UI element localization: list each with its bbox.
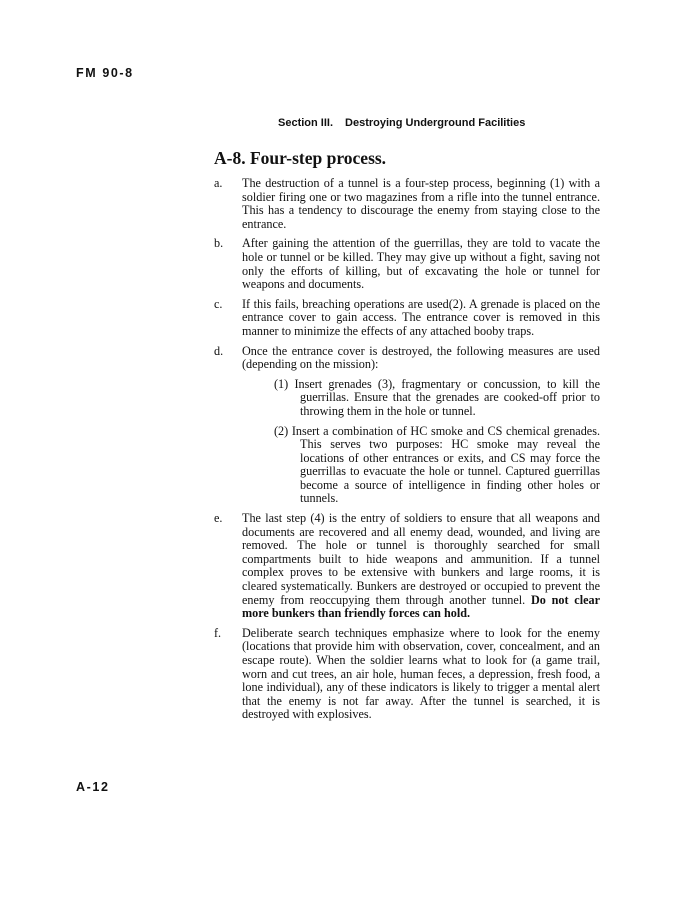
list-item bbox=[212, 177, 600, 231]
sub-item-label: (1) bbox=[274, 376, 289, 391]
list-item bbox=[212, 237, 600, 291]
section-title: Destroying Underground Facilities bbox=[345, 117, 526, 129]
item-text: The last step (4) is the entry of soldiers to ensure that all weapons and documents are recovered and all enemy dead, wounded, and living are removed. The hole or tunnel is thoroughly searched for small compartments built to hide weapons and ammunition. If a tunnel complex proves to be extensive with bunkers and large rooms, it is cleared systematically. Bunkers are destroyed or occupied to prevent the enemy from reoccupying them through another tunnel. bbox=[242, 511, 600, 607]
item-label: d. bbox=[214, 343, 224, 358]
item-label: f. bbox=[214, 625, 222, 640]
list-item bbox=[212, 345, 600, 507]
item-bold-text: Do not clear more bunkers than friendly forces can hold. bbox=[242, 592, 600, 621]
item-text: The destruction of a tunnel is a four-step process, beginning (1) with a soldier firing one or two magazines from a rifle into the tunnel entrance. This has a tendency to discourage the enemy from staying close to the entrance. bbox=[242, 176, 600, 231]
sub-item-text: Insert grenades (3), fragmentary or concussion, to kill the guerrillas. Ensure that the grenades are cooked-off prior to throwing them in the hole or tunnel. bbox=[294, 376, 600, 418]
paragraph-title: A-8. Four-step process. bbox=[214, 148, 387, 168]
item-text: Once the entrance cover is destroyed, the following measures are used (depending on the mission): bbox=[242, 343, 600, 372]
page-body bbox=[212, 177, 600, 728]
item-label: a. bbox=[214, 176, 223, 190]
item-text: If this fails, breaching operations are used(2). A grenade is placed on the entrance cover to gain access. The entrance cover is removed in this manner to minimize the effects of any attached booby traps. bbox=[242, 296, 600, 338]
list-item bbox=[212, 298, 600, 339]
page-number: A-12 bbox=[76, 780, 110, 794]
item-label: c. bbox=[214, 296, 223, 311]
sub-item bbox=[242, 425, 600, 507]
section-number: Section III. bbox=[278, 117, 334, 129]
manual-number: FM 90-8 bbox=[76, 66, 134, 80]
sub-item-label: (2) bbox=[274, 423, 289, 438]
list-item bbox=[212, 627, 600, 722]
section-heading bbox=[278, 117, 525, 129]
list-item bbox=[212, 512, 600, 621]
item-text: After gaining the attention of the guerrillas, they are told to vacate the hole or tunnel or be killed. They may give up without a fight, saving not only the efforts of killing, but of excavating the hole or tunnel for weapons and documents. bbox=[242, 236, 600, 292]
sub-item-text: Insert a combination of HC smoke and CS chemical grenades. This serves two purposes: HC smoke may reveal the locations of other entrances or exits, and CS may force the guerrillas to evacuate the hole or tunnel. Captured guerrillas become a source of intelligence in finding other holes or tunnels. bbox=[291, 423, 600, 506]
item-label: e. bbox=[214, 511, 223, 526]
item-label: b. bbox=[214, 236, 224, 251]
sub-item bbox=[242, 378, 600, 419]
item-text: Deliberate search techniques emphasize where to look for the enemy (locations that provide him with observation, cover, concealment, and an escape route). When the soldier learns what to look for (a game trail, worn and cut trees, an air hole, human feces, a depression, fresh food, a lone individual), any of these indicators is likely to trigger a mental alert that the enemy is not far away. After the tunnel is searched, it is destroyed with explosives. bbox=[242, 625, 600, 722]
